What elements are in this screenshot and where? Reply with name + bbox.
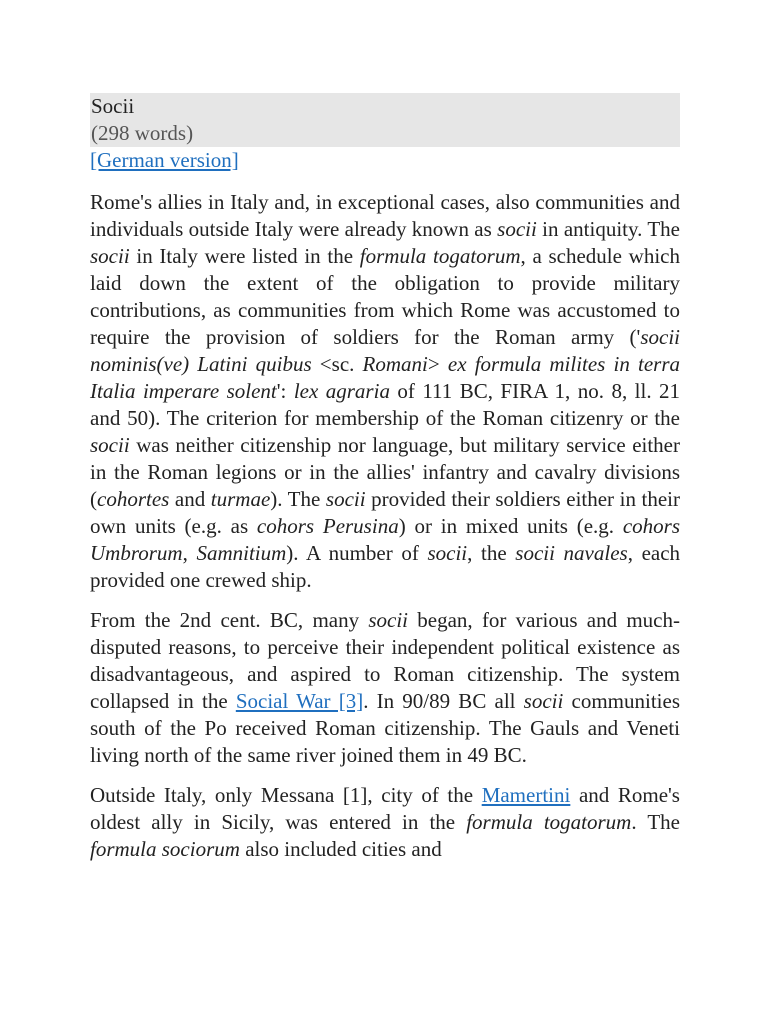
italic-term: socii [427,541,468,565]
text-span: <sc. [311,352,363,376]
italic-term: socii [368,608,409,632]
text-span: , [182,541,197,565]
italic-term: socii nominis(ve) Latini quibus [90,325,680,376]
text-span: Rome's allies in Italy and, in exceptional cases, also communities and individuals outside Italy were already known as [90,190,680,241]
text-span: in Italy were listed in the [129,244,360,268]
italic-term: socii [523,689,564,713]
italic-term: socii [90,433,130,457]
italic-term: turmae [210,487,271,511]
text-span: and Rome's oldest ally in Sicily, was entered in the [90,783,680,834]
text-span: > [427,352,448,376]
italic-term: cohortes [97,487,170,511]
text-span: ). A number of [286,541,428,565]
text-span: of 111 BC, FIRA 1, no. 8, ll. 21 and 50). The criterion for membership of the Roman citizenry or the [90,379,681,430]
text-span: was neither citizenship nor language, but military service either in the Roman legions or in the allies' infantry and cavalry divisions ( [90,433,680,511]
text-span: in antiquity. The [536,217,680,241]
word-count: (298 words) [91,121,194,145]
italic-term: lex agraria [293,379,390,403]
text-span: . The [631,810,680,834]
text-span: communities south of the Po received Roman citizenship. The Gauls and Veneti living north of the same river joined them in 49 BC. [90,689,680,767]
text-span: , the [467,541,516,565]
paragraph-1 [90,189,680,594]
text-span: ). The [270,487,326,511]
mamertini-link[interactable]: Mamertini [481,783,571,807]
text-span: provided their soldiers either in their own units (e.g. as [90,487,680,538]
text-span: began, for various and much-disputed reasons, to perceive their independent political existence as disadvantageous, and aspired to Roman citizenship. The system collapsed in the [90,608,680,713]
italic-term: cohors Umbrorum [90,514,680,565]
text-span: ': [276,379,294,403]
italic-term: cohors Perusina [256,514,399,538]
italic-term: Samnitium [196,541,287,565]
text-span: also included cities and [239,837,442,861]
italic-term: Romani [362,352,428,376]
article-title: Socii [91,94,135,118]
text-span: , a schedule which laid down the extent of the obligation to provide military contributions, as communities from which Rome was accustomed to require the provision of soldiers for the Roman army (' [90,244,680,349]
text-span: ) or in mixed units (e.g. [398,514,623,538]
text-span: . In 90/89 BC all [363,689,524,713]
italic-term: socii [90,244,130,268]
text-span: From the 2nd cent. BC, many [90,608,369,632]
text-span: , each provided one crewed ship. [90,541,681,592]
italic-term: socii [325,487,366,511]
italic-term: socii navales [515,541,628,565]
article-header [90,93,680,147]
german-version-link[interactable]: [German version] [90,148,239,172]
article [90,93,680,863]
social-war-link[interactable]: Social War [3] [235,689,364,713]
italic-term: formula togatorum [359,244,521,268]
paragraph-2 [90,607,680,769]
italic-term: formula sociorum [90,837,240,861]
text-span: Outside Italy, only Messana [1], city of the [90,783,482,807]
italic-term: socii [497,217,537,241]
italic-term: formula togatorum [466,810,632,834]
italic-term: ex formula milites in terra Italia imperare solent [90,352,681,403]
text-span: and [169,487,211,511]
paragraph-3 [90,782,680,863]
